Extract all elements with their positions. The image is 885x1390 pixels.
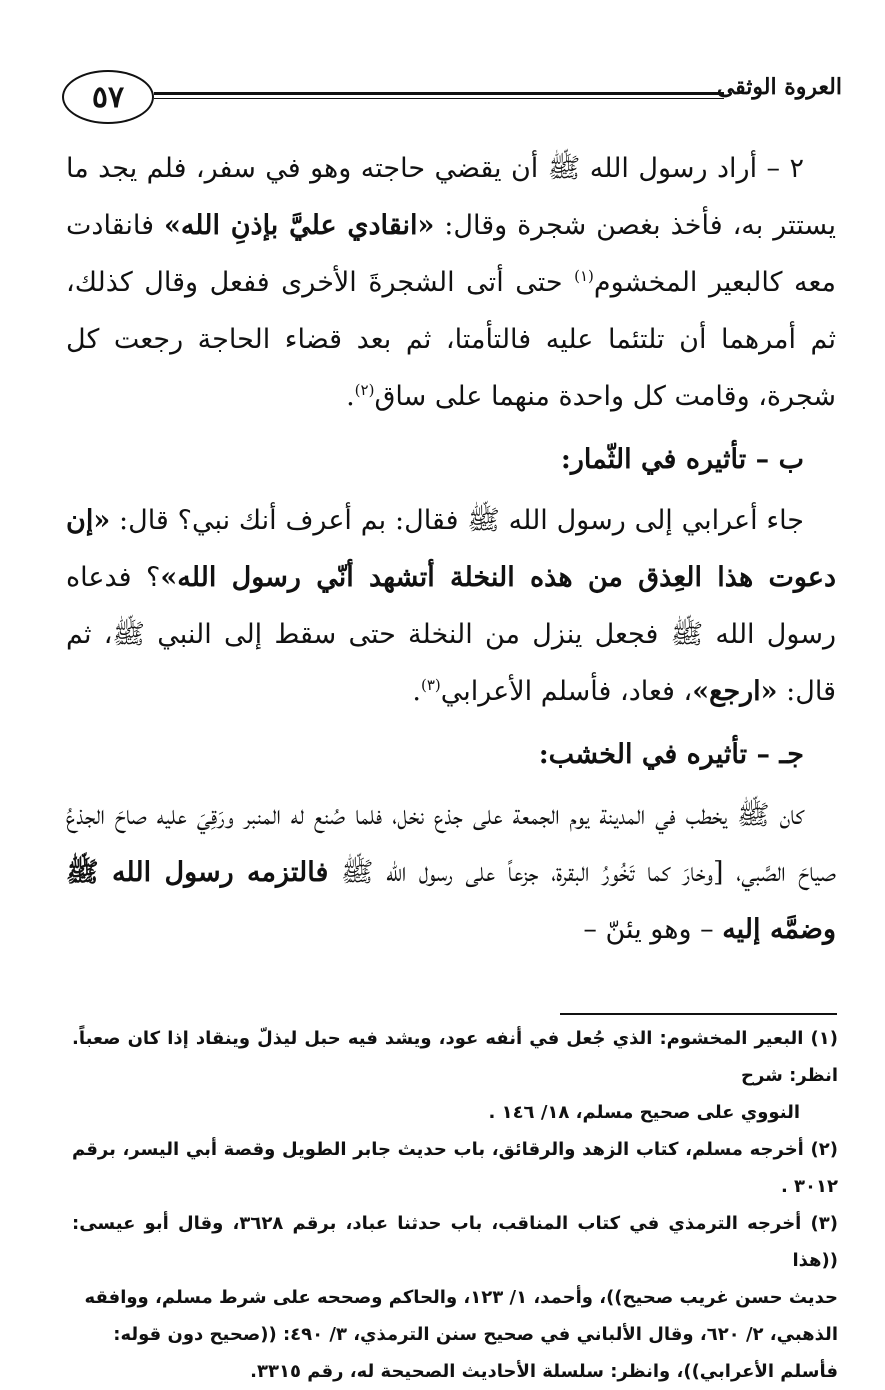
footnotes — [72, 1020, 838, 1390]
text-run: ؟ فدعاه رسول الله ﷺ فجعل ينزل من النخلة حتى سقط إلى النبي ﷺ، ثم قال: — [66, 562, 836, 707]
heading-b: ب – تأثيره في الثّمار: — [560, 444, 804, 475]
text-run: . — [412, 676, 421, 707]
footnote-line: (٢) أخرجه مسلم، كتاب الزهد والرقائق، باب حديث جابر الطويل وقصة أبي اليسر، برقم ٣٠١٢ . — [72, 1139, 838, 1197]
text-run: فانقادت معه كالبعير المخشوم — [66, 210, 836, 298]
footnote-ref-3[interactable]: (٣) — [420, 676, 441, 694]
footnote-line: الذهبي، ٢/ ٦٢٠، وقال الألباني في صحيح سنن الترمذي، ٣/ ٤٩٠: ((صحيح دون قوله: — [113, 1324, 838, 1345]
text-run: حتى أتى الشجرةَ الأخرى ففعل وقال كذلك، ثم أمرهما أن تلتئما عليه فالتأمتا، ثم بعد قضاء الحاجة رجعت كل شجرة، وقامت كل واحدة منهما على ساق — [66, 267, 836, 412]
footnote-line: (١) البعير المخشوم: الذي جُعل في أنفه عود، ويشد فيه حبل ليذلّ وينقاد إذا كان صعباً. انظر: شرح — [72, 1028, 838, 1086]
heading-c: جـ – تأثيره في الخشب: — [538, 739, 804, 770]
footnote-ref-2[interactable]: (٢) — [354, 381, 375, 399]
header-rule-thin — [154, 98, 724, 99]
quote: «ارجع» — [692, 676, 778, 707]
text-run: ٢ – أراد رسول الله ﷺ أن يقضي حاجته وهو في سفر، فلم يجد ما يستتر به، فأخذ بغصن شجرة وقال: — [66, 153, 837, 241]
quote: «إن دعوت هذا العِذق من هذه النخلة أتشهد أنّي رسول الله» — [66, 505, 836, 593]
footnote-line: فأسلم الأعرابي))، وانظر: سلسلة الأحاديث الصحيحة له، رقم ٣٣١٥. — [250, 1361, 838, 1382]
page-header — [62, 70, 842, 130]
text-run: جاء أعرابي إلى رسول الله ﷺ فقال: بم أعرف أنك نبي؟ قال: — [110, 505, 804, 536]
main-text — [66, 140, 836, 958]
footnote-2 — [72, 1131, 838, 1205]
paragraph-c — [66, 787, 836, 958]
text-run: – وهو يئنّ – — [583, 914, 723, 945]
footnote-ref-1[interactable]: (١) — [574, 267, 594, 285]
footnote-line: (٣) أخرجه الترمذي في كتاب المناقب، باب حدثنا عباد، برقم ٣٦٢٨، وقال أبو عيسى: ((هذا — [72, 1213, 838, 1271]
header-rule — [154, 92, 724, 95]
text-run: ، فعاد، فأسلم الأعرابي — [440, 676, 693, 707]
paragraph-b — [66, 492, 836, 720]
footnote-separator — [560, 1013, 837, 1015]
page-number: ٥٧ — [62, 70, 154, 124]
footnote-1 — [72, 1020, 838, 1131]
text-run: . — [346, 381, 355, 412]
bold-phrase: فالتزمه رسول الله ﷺ وضمَّه إليه — [66, 857, 836, 945]
footnote-line: النووي على صحيح مسلم، ١٨/ ١٤٦ . — [488, 1102, 800, 1123]
quote: «انقادي عليَّ بإذنِ الله» — [163, 210, 435, 241]
text-run: كان ﷺ يخطب في المدينة يوم الجمعة على جذع نخل، فلما صُنع له المنبر ورَقِيَ عليه صاحَ الجذعُ صياحَ الصَّبي، [وخارَ كما تَخُورُ البقرة، جزعاً على رسول الله ﷺ — [66, 800, 837, 888]
paragraph-item-2 — [66, 140, 836, 425]
book-title: العروة الوثقى — [716, 74, 842, 100]
footnote-line: حديث حسن غريب صحيح))، وأحمد، ١/ ١٢٣، والحاكم وصححه على شرط مسلم، ووافقه — [84, 1287, 838, 1308]
footnote-3 — [72, 1205, 838, 1390]
